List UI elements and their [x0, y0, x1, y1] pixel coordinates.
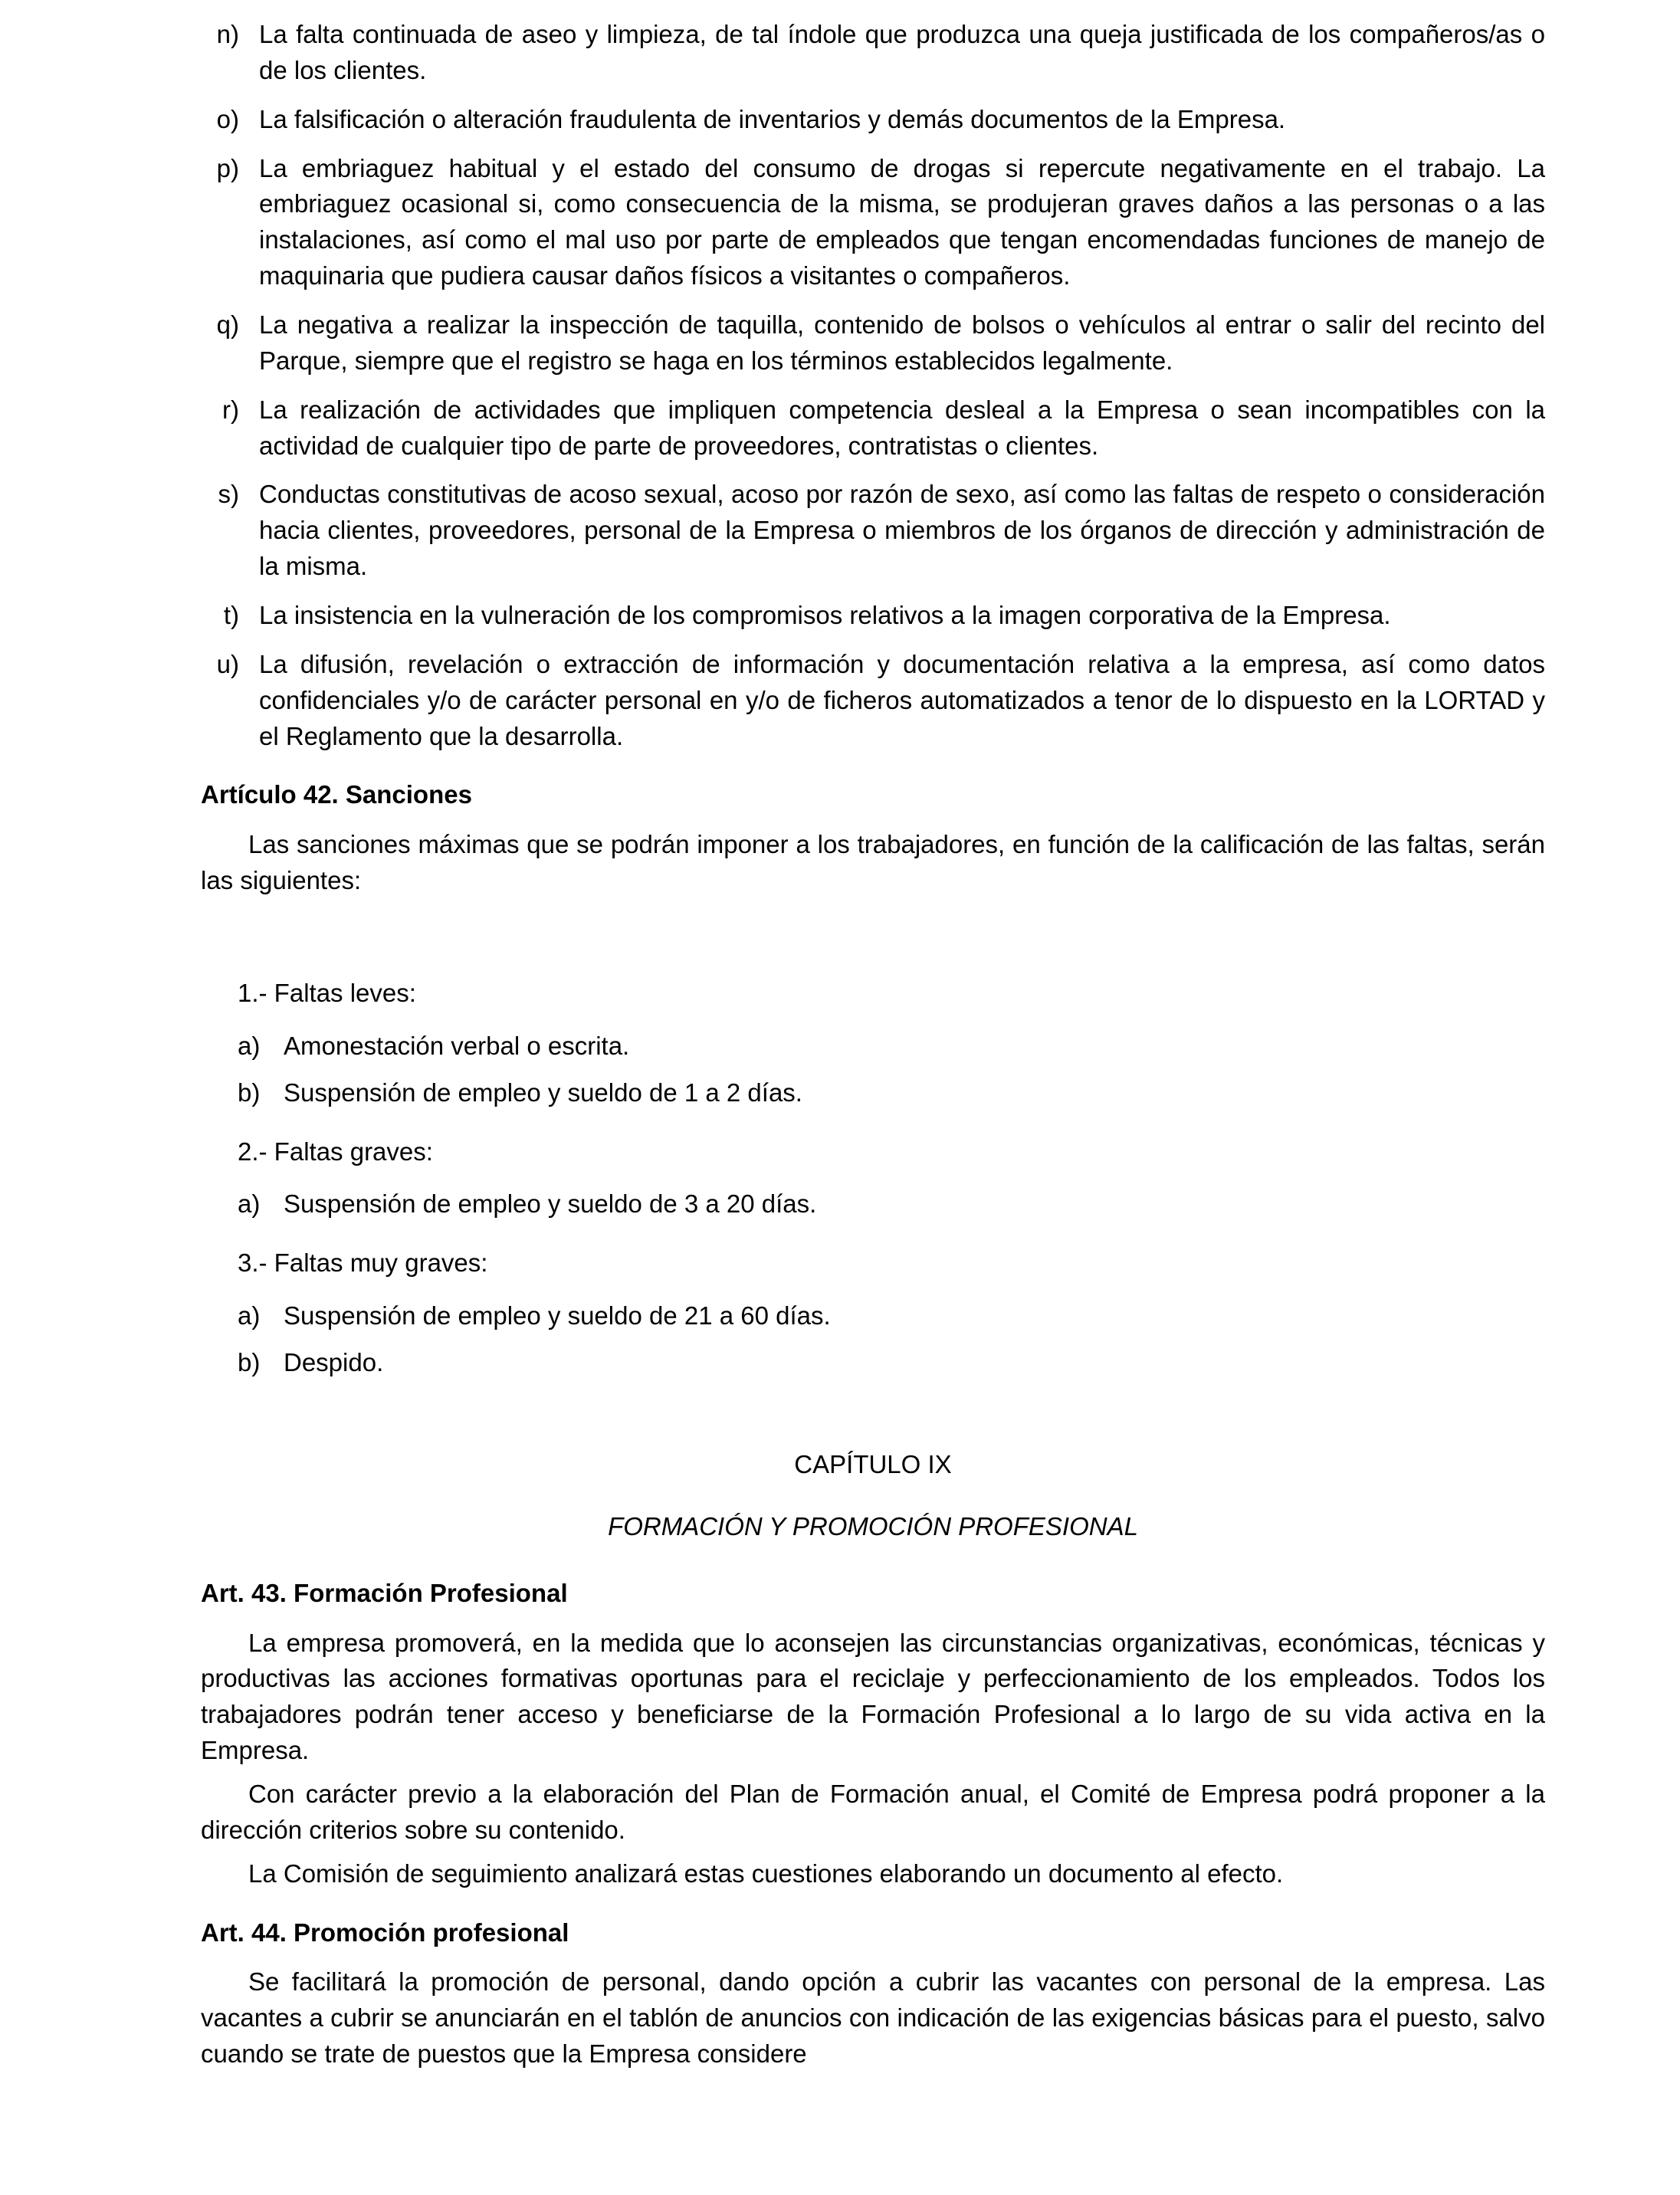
- list-item: [238, 1075, 1545, 1111]
- list-text: La falta continuada de aseo y limpieza, de tal índole que produzca una queja justificada de los compañeros/as o de los clientes.: [259, 20, 1545, 84]
- list-marker: r): [222, 395, 239, 424]
- list-item: [238, 1186, 1545, 1222]
- list-text: Suspensión de empleo y sueldo de 21 a 60 días.: [284, 1301, 831, 1330]
- sanciones-group-muy-graves: [238, 1245, 1545, 1381]
- heading-art-43: Art. 43. Formación Profesional: [201, 1578, 568, 1607]
- list-item: [201, 307, 1545, 379]
- list-marker: n): [216, 20, 239, 48]
- lettered-list-faltas: [201, 17, 1545, 754]
- list-marker: a): [238, 1189, 261, 1219]
- group-label: 1.- Faltas leves:: [238, 979, 416, 1008]
- list-text: Conductas constitutivas de acoso sexual, acoso por razón de sexo, así como las faltas de respeto o consideración hacia clientes, proveedores, personal de la Empresa o miembros de los órganos de dirección y administración de la misma.: [259, 480, 1545, 581]
- art-43-paragraph: La empresa promoverá, en la medida que lo aconsejen las circunstancias organizativas, económicas, técnicas y productivas las acciones formativas oportunas para el reciclaje y perfeccionamiento de los empleados. Todos los trabajadores podrán tener acceso y beneficiarse de la Formación Profesional a lo largo de su vida activa en la Empresa.: [201, 1628, 1545, 1765]
- list-text: La insistencia en la vulneración de los compromisos relativos a la imagen corporativa de la Empresa.: [259, 601, 1391, 630]
- list-text: La embriaguez habitual y el estado del consumo de drogas si repercute negativamente en el trabajo. La embriaguez ocasional si, como consecuencia de la misma, se produjeran graves daños a las personas o a las instalaciones, así como el mal uso por parte de empleados que tengan encomendadas funciones de manejo de maquinaria que pudiera causar daños físicos a visitantes o compañeros.: [259, 153, 1545, 290]
- list-marker: o): [216, 104, 239, 133]
- art-43-paragraph: Con carácter previo a la elaboración del Plan de Formación anual, el Comité de Empresa podrá proponer a la dirección criterios sobre su contenido.: [201, 1779, 1545, 1844]
- list-item: [201, 598, 1545, 634]
- list-item: [238, 1029, 1545, 1065]
- chapter-number: CAPÍTULO IX: [794, 1449, 952, 1478]
- art-43-paragraph: La Comisión de seguimiento analizará estas cuestiones elaborando un documento al efecto.: [248, 1859, 1284, 1888]
- list-item: [201, 647, 1545, 755]
- list-text: La falsificación o alteración fraudulenta de inventarios y demás documentos de la Empresa.: [259, 104, 1286, 133]
- document-body: [201, 17, 1545, 2072]
- list-marker: a): [238, 1031, 261, 1060]
- sanciones-group-graves: [238, 1134, 1545, 1223]
- articulo-42-intro: Las sanciones máximas que se podrán imponer a los trabajadores, en función de la calificación de las faltas, serán las siguientes:: [201, 830, 1545, 895]
- list-text: La realización de actividades que impliquen competencia desleal a la Empresa o sean incompatibles con la actividad de cualquier tipo de parte de proveedores, contratistas o clientes.: [259, 395, 1545, 460]
- list-item: [201, 17, 1545, 89]
- list-item: [201, 477, 1545, 585]
- list-marker: t): [223, 601, 239, 630]
- list-marker: u): [216, 649, 239, 678]
- heading-art-44: Art. 44. Promoción profesional: [201, 1918, 569, 1947]
- list-item: [201, 151, 1545, 294]
- list-item: [238, 1298, 1545, 1334]
- art-44-paragraph: Se facilitará la promoción de personal, dando opción a cubrir las vacantes con personal de la empresa. Las vacantes a cubrir se anunciarán en el tablón de anuncios con indicación de las exigencias básicas para el puesto, salvo cuando se trate de puestos que la Empresa considere: [201, 1967, 1545, 2069]
- list-text: Suspensión de empleo y sueldo de 1 a 2 días.: [284, 1078, 802, 1107]
- heading-articulo-42: Artículo 42. Sanciones: [201, 780, 472, 809]
- group-label: 3.- Faltas muy graves:: [238, 1248, 488, 1278]
- spacer: [201, 907, 1545, 953]
- list-text: La negativa a realizar la inspección de taquilla, contenido de bolsos o vehículos al entrar o salir del recinto del Parque, siempre que el registro se haga en los términos establecidos legalmente.: [259, 310, 1545, 375]
- chapter-title: FORMACIÓN Y PROMOCIÓN PROFESIONAL: [608, 1511, 1138, 1540]
- chapter-block: [201, 1447, 1545, 1545]
- sanciones-group-leves: [238, 976, 1545, 1111]
- list-item: [238, 1345, 1545, 1381]
- list-item: [201, 392, 1545, 464]
- group-label: 2.- Faltas graves:: [238, 1137, 433, 1166]
- list-item: [201, 102, 1545, 138]
- list-marker: s): [218, 480, 239, 509]
- list-marker: b): [238, 1078, 261, 1107]
- list-text: La difusión, revelación o extracción de información y documentación relativa a la empresa, así como datos confidenciales y/o de carácter personal en y/o de ficheros automatizados a tenor de lo dispuesto en la LORTAD y el Reglamento que la desarrolla.: [259, 649, 1545, 750]
- list-marker: q): [216, 310, 239, 340]
- list-text: Despido.: [284, 1348, 384, 1377]
- list-marker: p): [216, 153, 239, 182]
- list-marker: b): [238, 1348, 261, 1377]
- list-text: Amonestación verbal o escrita.: [284, 1031, 630, 1060]
- list-text: Suspensión de empleo y sueldo de 3 a 20 días.: [284, 1189, 817, 1219]
- list-marker: a): [238, 1301, 261, 1330]
